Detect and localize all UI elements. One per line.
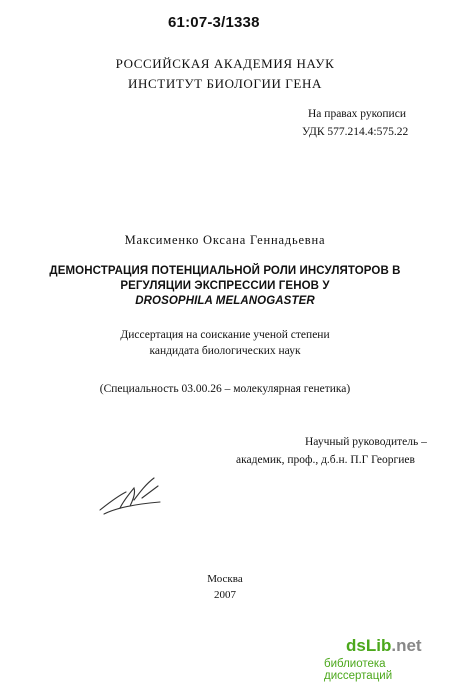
institute-name: ИНСТИТУТ БИОЛОГИИ ГЕНА	[128, 76, 322, 91]
udc-code: УДК 577.214.4:575.22	[302, 126, 409, 138]
watermark-subtitle: библиотека диссертаций	[324, 658, 393, 682]
supervisor-name: академик, проф., д.б.н. П.Г Георгиев	[236, 454, 415, 466]
logo-part-1: dsLib	[346, 636, 392, 655]
thesis-title-line-3: DROSOPHILA MELANOGASTER	[135, 295, 315, 307]
degree-line-1: Диссертация на соискание ученой степени	[120, 329, 330, 341]
supervisor-label: Научный руководитель –	[305, 436, 427, 448]
thesis-title-line-1: ДЕМОНСТРАЦИЯ ПОТЕНЦИАЛЬНОЙ РОЛИ ИНСУЛЯТОРОВ В	[49, 265, 401, 277]
handwritten-signature	[96, 472, 166, 518]
dslib-watermark[interactable]	[318, 634, 450, 682]
thesis-title-line-2: РЕГУЛЯЦИИ ЭКСПРЕССИИ ГЕНОВ У	[120, 280, 330, 292]
author-name: Максименко Оксана Геннадьевна	[124, 233, 326, 247]
manuscript-rights: На правах рукописи	[308, 108, 406, 120]
year: 2007	[214, 589, 236, 601]
degree-line-2: кандидата биологических наук	[149, 345, 301, 357]
specialty: (Специальность 03.00.26 – молекулярная генетика)	[99, 383, 351, 395]
academy-name: РОССИЙСКАЯ АКАДЕМИЯ НАУК	[115, 56, 335, 71]
city: Москва	[207, 573, 243, 585]
dslib-logo	[346, 636, 422, 656]
logo-part-2: .net	[391, 636, 422, 655]
document-code: 61:07-3/1338	[168, 14, 260, 31]
